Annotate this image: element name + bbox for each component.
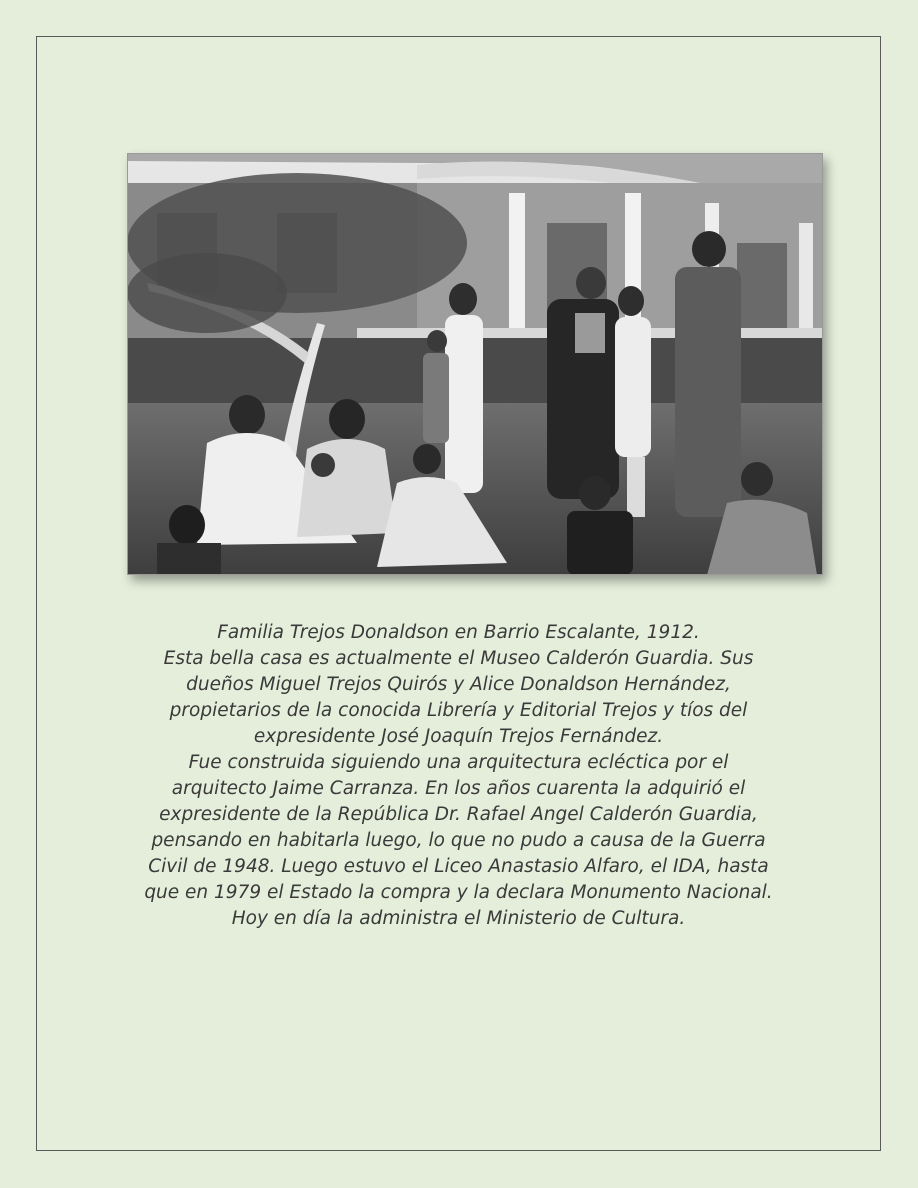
caption-line: arquitecto Jaime Carranza. En los años cuarenta la adquirió el: [171, 778, 746, 799]
family-photo: [127, 153, 823, 575]
photo-illustration: [127, 153, 823, 575]
caption-line: dueños Miguel Trejos Quirós y Alice Donaldson Hernández,: [186, 674, 731, 695]
caption-line: expresidente José Joaquín Trejos Fernández.: [253, 726, 664, 747]
caption-line: Esta bella casa es actualmente el Museo Calderón Guardia. Sus: [163, 648, 754, 669]
caption-line: que en 1979 el Estado la compra y la declara Monumento Nacional.: [144, 882, 773, 903]
caption-line: Fue construida siguiendo una arquitectura ecléctica por el: [188, 752, 729, 773]
caption-line: propietarios de la conocida Librería y Editorial Trejos y tíos del: [169, 700, 748, 721]
photo-caption: [60, 620, 857, 932]
caption-line: pensando en habitarla luego, lo que no pudo a causa de la Guerra: [151, 830, 766, 851]
caption-line: Civil de 1948. Luego estuvo el Liceo Anastasio Alfaro, el IDA, hasta: [148, 856, 769, 877]
caption-line: Hoy en día la administra el Ministerio de Cultura.: [231, 908, 686, 929]
caption-line: expresidente de la República Dr. Rafael Angel Calderón Guardia,: [159, 804, 758, 825]
caption-line: Familia Trejos Donaldson en Barrio Escalante, 1912.: [217, 622, 700, 643]
